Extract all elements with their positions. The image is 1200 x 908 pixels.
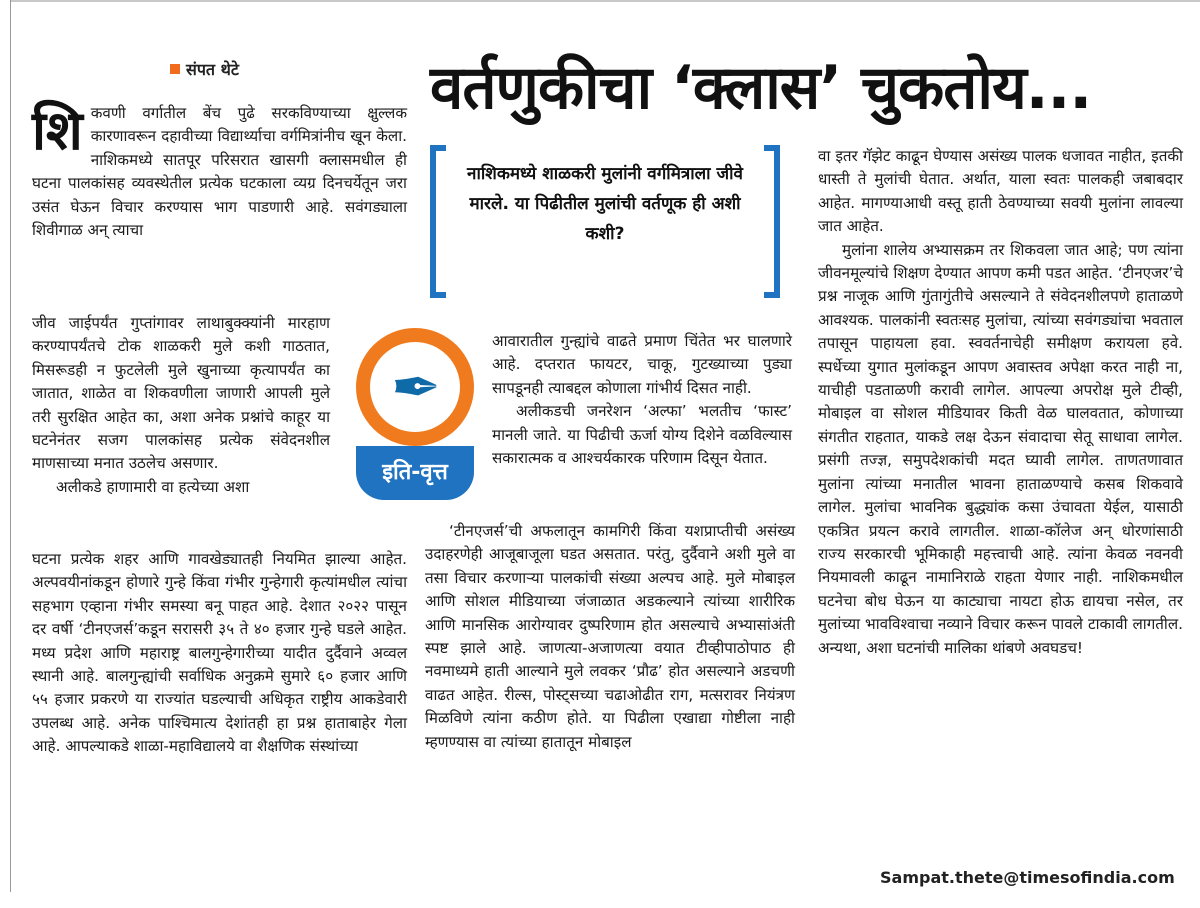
column-1-narrow xyxy=(32,312,330,499)
pull-quote xyxy=(430,145,780,300)
left-bracket xyxy=(430,145,446,298)
paragraph-2-start: अलीकडे हाणामारी वा हत्येच्या अशा xyxy=(56,477,250,496)
paragraph-1: कवणी वर्गातील बेंच पुढे सरकविण्याच्या क्षुल्लक कारणावरून दहावीच्या विद्यार्थ्याचा वर्गमित्रांनीच खून केला. नाशिकमध्ये सातपूर परिसरात खासगी क्लासमधील ही घटना पालकांसह व्यवस्थेतील प्रत्येक घटकाला व्यग्र दिनचर्येतून जरा उसंत घेऊन विचार करण्यास भाग पाडणारी आहे. सवंगड्याला शिवीगाळ अन् त्याचा xyxy=(32,104,407,240)
byline xyxy=(170,58,239,80)
drop-cap: शि xyxy=(32,99,83,162)
right-bracket xyxy=(764,145,780,298)
top-rule xyxy=(10,0,1200,2)
paragraph-6: वा इतर गॅझेट काढून घेण्यास असंख्य पालक धजावत नाहीत, इतकी धास्ती ते मुलांची घेतात. अर्थात, याला स्वतः पालकही जबाबदार आहेत. मागण्याआधी वस्तू हाती ठेवण्याच्या सवयी मुलांना लावल्या जात आहेत. xyxy=(818,147,1183,236)
column-3 xyxy=(818,145,1183,660)
column-1-top xyxy=(32,99,407,242)
left-margin-rule xyxy=(10,0,11,892)
column-1-bottom xyxy=(32,548,407,759)
pull-quote-text: नाशिकमध्ये शाळकरी मुलांनी वर्गमित्राला जीवे मारले. या पिढीतील मुलांची वर्तणूक ही अशी कशी? xyxy=(467,164,743,244)
paragraph-7: मुलांना शालेय अभ्यासक्रम तर शिकवला जात आहे; पण त्यांना जीवनमूल्यांचे शिक्षण देण्यात आपण कमी पडत आहेत. ‘टीनएजर’चे प्रश्न नाजूक आणि गुंतागुंतीचे असल्याने ते संवेदनशीलपणे हाताळणे आवश्यक. पालकांनी स्वतःसह मुलांचा, त्यांच्या सवंगड्यांचा भवताल तपासून पाहायला हवा. स्ववर्तनाचेही समीक्षण करायला हवे. स्पर्धेच्या युगात मुलांकडून आपण अवास्तव अपेक्षा करत नाही ना, याचीही पडताळणी करावी लागेल. आपल्या अपरोक्ष मुले टीव्ही, मोबाइल वा सोशल मीडियावर किती वेळ घालवतात, कोणाच्या संगतीत राहतात, याकडे लक्ष देऊन संवादाचा सेतू साधावा लागेल. प्रसंगी तज्ज्ञ, समुपदेशकांची मदत घ्यावी लागेल. ताणतणावात मुलांना त्यांच्या मनातील भावना हाताळण्याचे कसब शिकवावे लागेल. मुलांचा भावनिक बुद्ध्यांक कसा उंचावता येईल, यासाठी एकत्रित प्रयत्न करावे लागतील. शाळा-कॉलेज अन् धोरणांसाठी राज्य सरकारची भूमिकाही महत्त्वाची आहे. त्यांना केवळ नवनवी नियमावली काढून नामानिराळे राहता येणार नाही. नाशिकमधील घटनेचा बोध घेऊन या काट्याचा नायटा होऊ द्यायचा नसेल, तर मुलांच्या भावविश्वाचा नव्याने विचार करून पावले टाकावी लागतील. अन्यथा, अशा घटनांची मालिका थांबणे अवघडच! xyxy=(818,240,1183,657)
logo-banner: इति-वृत्त xyxy=(356,446,474,500)
paragraph-5: ‘टीनएजर्स’ची अफलातून कामगिरी किंवा यशप्राप्तीची असंख्य उदाहरणेही आजूबाजूला घडत असतात. परंतु, दुर्दैवाने अशी मुले वा तसा विचार करणाऱ्या पालकांची संख्या अल्पच आहे. मुले मोबाइल आणि सोशल मीडियाच्या जंजाळात अडकल्याने त्यांच्या शारीरिक आणि मानसिक आरोग्यावर दुष्परिणाम होत असल्याचे अभ्यासांअंती स्पष्ट झाले आहे. जाणत्या-अजाणत्या वयात टीव्हीपाठोपाठ ही नवमाध्यमे हाती आल्याने मुले लवकर ‘प्रौढ’ होत असल्याने अडचणी वाढत आहेत. रील्स, पोस्ट्सच्या चढाओढीत राग, मत्सरावर नियंत्रण मिळविणे त्यांना कठीण होते. या पिढीला एखाद्या गोष्टीला नाही म्हणण्यास वा त्यांच्या हातातून मोबाइल xyxy=(425,522,795,751)
headline: वर्तणुकीचा ‘क्लास’ चुकतोय... xyxy=(430,53,1092,123)
paragraph-4: अलीकडची जनरेशन ‘अल्फा’ भलतीच ‘फास्ट’ मानली जाते. या पिढीची ऊर्जा योग्य दिशेने वळविल्यास सकारात्मक व आश्चर्यकारक परिणाम दिसून येतात. xyxy=(492,402,792,468)
paragraph-3: आवारातील गुन्ह्यांचे वाढते प्रमाण चिंतेत भर घालणारे आहे. दप्तरात फायटर, चाकू, गुटख्याच्या पुड्या सापडूनही त्याबद्दल कोणाला गांभीर्य दिसत नाही. xyxy=(492,332,792,397)
pen-nib-icon: ✒ xyxy=(390,353,442,423)
column-2-bottom xyxy=(425,520,795,754)
orange-square-icon xyxy=(170,64,180,74)
iti-vritta-logo xyxy=(352,328,486,528)
paragraph-1-cont: जीव जाईपर्यंत गुप्तांगावर लाथाबुक्क्यांनी मारहाण करण्यापर्यंतचे टोक शाळकरी मुले कशी गाठतात, मिसरूडही न फुटलेली मुले खुनाच्या कृत्यापर्यंत का जातात, शाळेत वा शिकवणीला जाणारी आपली मुले तरी सुरक्षित आहेत का, अशा अनेक प्रश्नांचे काहूर या घटनेनंतर सजग पालकांसह प्रत्येक संवेदनशील माणसाच्या मनात उठलेच असणार. xyxy=(32,314,330,473)
byline-author: संपत थेटे xyxy=(186,60,239,79)
column-2-top xyxy=(492,330,792,470)
paragraph-2-cont: घटना प्रत्येक शहर आणि गावखेड्यातही नियमित झाल्या आहेत. अल्पवयीनांकडून होणारे गुन्हे किंवा गंभीर गुन्हेगारी कृत्यांमधील त्यांचा सहभाग एव्हाना गंभीर समस्या बनू पाहत आहे. देशात २०२२ पासून दर वर्षी ‘टीनएजर्स’कडून सरासरी ३५ ते ४० हजार गुन्हे घडले आहेत. मध्य प्रदेश आणि महाराष्ट्र बालगुन्हेगारीच्या यादीत दुर्दैवाने अव्वल स्थानी आहे. बालगुन्ह्यांची सर्वाधिक अनुक्रमे सुमारे ६० हजार आणि ५५ हजार प्रकरणे या राज्यांत घडल्याची अधिकृत राष्ट्रीय आकडेवारी उपलब्ध आहे. अनेक पाश्चिमात्य देशांतही हा प्रश्न हाताबाहेर गेला आहे. आपल्याकडे शाळा-महाविद्यालये वा शैक्षणिक संस्थांच्या xyxy=(32,550,407,756)
author-email[interactable]: Sampat.thete@timesofindia.com xyxy=(880,868,1175,887)
